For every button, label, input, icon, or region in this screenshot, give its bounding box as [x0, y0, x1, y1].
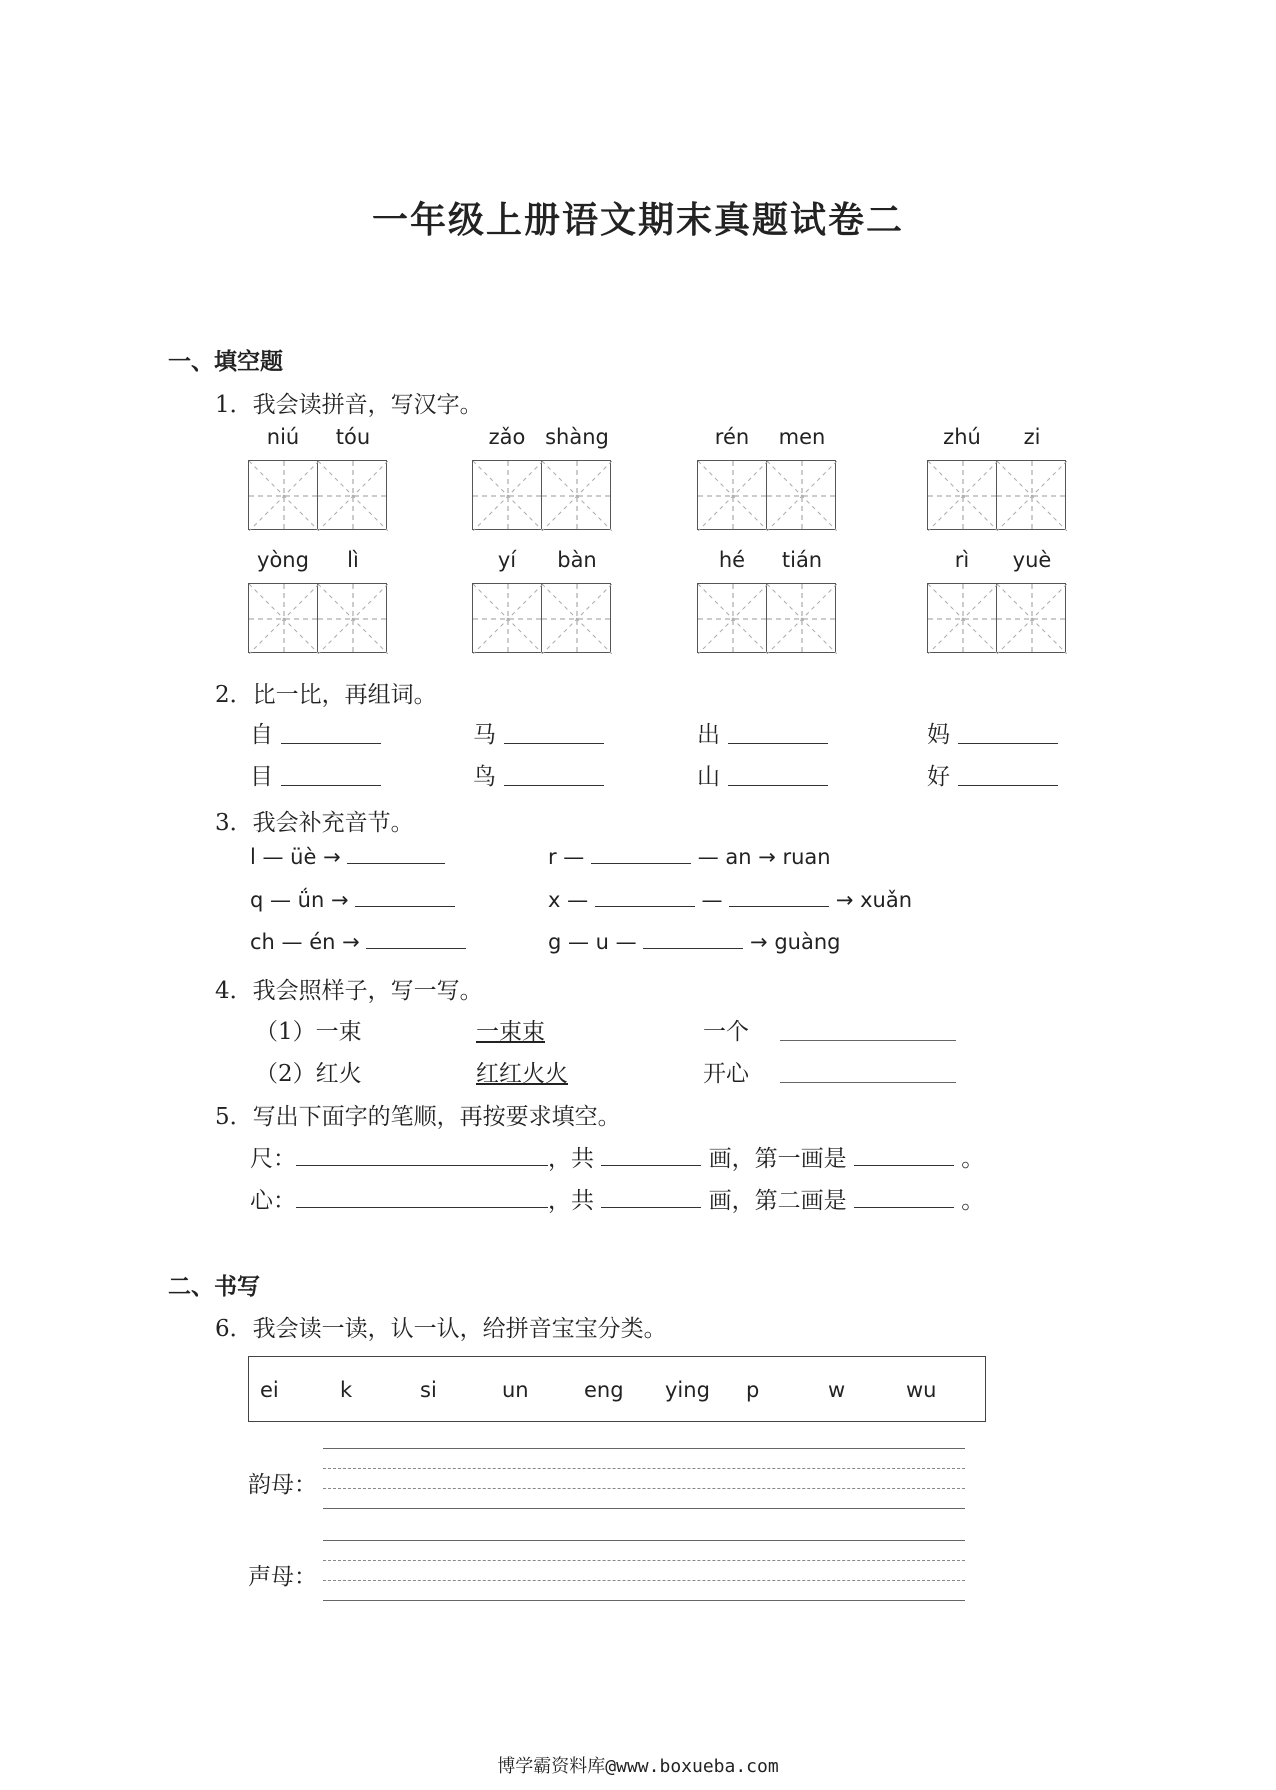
pinyin-syllable: zi	[1023, 425, 1041, 449]
pinyin-item: eng	[584, 1378, 624, 1402]
pinyin-item: wu	[906, 1378, 937, 1402]
tianzige-pair	[697, 460, 836, 530]
answer-blank[interactable]	[643, 947, 743, 949]
question-3-label: 3．我会补充音节。	[215, 810, 414, 836]
answer-line[interactable]	[504, 785, 604, 786]
tianzige-cell[interactable]	[767, 460, 836, 530]
pinyin-syllable: yòng	[257, 548, 309, 572]
tianzige-cell[interactable]	[248, 583, 318, 653]
stroke-row-2	[250, 1182, 984, 1215]
syllable-right-text: x —	[548, 888, 589, 912]
syllable-row-3	[250, 930, 466, 954]
pinyin-item: k	[340, 1378, 353, 1402]
tianzige-pair	[472, 460, 611, 530]
writing-line-dashed[interactable]	[323, 1580, 965, 1581]
question-6-label: 6．我会读一读，认一认，给拼音宝宝分类。	[215, 1316, 667, 1342]
syllable-row-2	[250, 888, 455, 912]
example-answer: 红红火火	[476, 1061, 568, 1087]
pinyin-syllable: shàng	[545, 425, 609, 449]
page-title: 一年级上册语文期末真题试卷二	[371, 200, 904, 241]
syllable-right-text: → guàng	[750, 930, 841, 954]
example-num: （1）一束	[255, 1019, 362, 1045]
pinyin-syllable: rén	[714, 425, 750, 449]
answer-blank[interactable]	[729, 905, 829, 907]
example-answer: 一束束	[476, 1019, 545, 1045]
question-2-label: 2．比一比，再组词。	[215, 682, 437, 708]
stroke-char: 尺：	[250, 1146, 296, 1172]
pinyin-syllable: yí	[497, 548, 517, 572]
tianzige-cell[interactable]	[542, 583, 611, 653]
answer-blank[interactable]	[355, 905, 455, 907]
tianzige-cell[interactable]	[997, 460, 1066, 530]
tianzige-cell[interactable]	[767, 583, 836, 653]
tianzige-pair	[472, 583, 611, 653]
compare-char: 目	[250, 764, 273, 790]
stroke-text: ，共	[548, 1188, 594, 1214]
answer-line[interactable]	[504, 743, 604, 744]
stroke-row-1	[250, 1140, 984, 1173]
pinyin-syllable: zhú	[943, 425, 981, 449]
answer-line[interactable]	[780, 1040, 956, 1041]
compare-char: 自	[250, 722, 273, 748]
stroke-text: 画，第一画是	[708, 1146, 847, 1172]
syllable-left-text: l — üè →	[250, 845, 341, 869]
compare-char: 鸟	[473, 764, 496, 790]
pinyin-syllable: tóu	[335, 425, 371, 449]
syllable-right-text: r —	[548, 845, 585, 869]
tianzige-cell[interactable]	[997, 583, 1066, 653]
writing-line-dashed[interactable]	[323, 1560, 965, 1561]
writing-line-solid[interactable]	[323, 1540, 965, 1541]
pinyin-item: p	[746, 1378, 760, 1402]
syllable-right-text: → xuǎn	[835, 888, 913, 912]
answer-blank[interactable]	[366, 947, 466, 949]
tianzige-cell[interactable]	[248, 460, 318, 530]
answer-line[interactable]	[281, 785, 381, 786]
pinyin-syllable: rì	[954, 548, 970, 572]
tianzige-cell[interactable]	[927, 583, 997, 653]
example-num: （2）红火	[255, 1061, 362, 1087]
tianzige-cell[interactable]	[472, 460, 542, 530]
syllable-right-text: g — u —	[548, 930, 637, 954]
answer-blank[interactable]	[854, 1206, 954, 1208]
compare-char: 山	[697, 764, 720, 790]
example-word: 开心	[703, 1061, 749, 1087]
writing-line-solid[interactable]	[323, 1448, 965, 1449]
tianzige-cell[interactable]	[927, 460, 997, 530]
stroke-char: 心：	[250, 1188, 296, 1214]
tianzige-cell[interactable]	[318, 583, 387, 653]
pinyin-syllable: bàn	[557, 548, 597, 572]
answer-line[interactable]	[958, 785, 1058, 786]
tianzige-cell[interactable]	[697, 583, 767, 653]
pinyin-syllable: zǎo	[488, 425, 526, 449]
stroke-text: 。	[961, 1188, 985, 1214]
section-1-heading: 一、填空题	[168, 349, 283, 375]
tianzige-cell[interactable]	[472, 583, 542, 653]
tianzige-cell[interactable]	[697, 460, 767, 530]
syllable-right-text: —	[701, 888, 723, 912]
syllable-left-text: ch — én →	[250, 930, 360, 954]
pinyin-syllable: niú	[266, 425, 300, 449]
pinyin-item: ei	[260, 1378, 279, 1402]
answer-blank[interactable]	[296, 1164, 548, 1166]
syllable-left-text: q — ǘn →	[250, 888, 349, 912]
pinyin-syllable: men	[778, 425, 826, 449]
answer-blank[interactable]	[601, 1164, 701, 1166]
writing-line-dashed[interactable]	[323, 1468, 965, 1469]
answer-line[interactable]	[728, 785, 828, 786]
compare-char: 好	[927, 764, 950, 790]
pinyin-syllable: hé	[718, 548, 746, 572]
section-2-heading: 二、书写	[168, 1274, 260, 1300]
pinyin-item: si	[420, 1378, 437, 1402]
yunmu-label: 韵母：	[248, 1472, 317, 1498]
stroke-text: 。	[961, 1146, 985, 1172]
pinyin-syllable: yuè	[1012, 548, 1052, 572]
answer-line[interactable]	[780, 1082, 956, 1083]
tianzige-cell[interactable]	[318, 460, 387, 530]
compare-char: 妈	[927, 722, 950, 748]
writing-line-solid[interactable]	[323, 1508, 965, 1509]
pinyin-item: w	[828, 1378, 846, 1402]
syllable-row-2-right	[548, 888, 912, 912]
question-4-label: 4．我会照样子，写一写。	[215, 978, 483, 1004]
syllable-row-1	[250, 845, 445, 869]
tianzige-cell[interactable]	[542, 460, 611, 530]
tianzige-pair	[248, 460, 387, 530]
answer-blank[interactable]	[595, 905, 695, 907]
pinyin-syllable: tián	[781, 548, 823, 572]
tianzige-pair	[927, 460, 1066, 530]
compare-char: 出	[697, 722, 720, 748]
stroke-text: 画，第二画是	[708, 1188, 847, 1214]
writing-line-dashed[interactable]	[323, 1488, 965, 1489]
shengmu-label: 声母：	[248, 1564, 317, 1590]
answer-blank[interactable]	[854, 1164, 954, 1166]
compare-char: 马	[473, 722, 496, 748]
syllable-right-text: — an → ruan	[697, 845, 831, 869]
pinyin-syllable: lì	[347, 548, 359, 572]
answer-line[interactable]	[728, 743, 828, 744]
question-1-label: 1．我会读拼音，写汉字。	[215, 392, 483, 418]
answer-blank[interactable]	[347, 862, 445, 864]
syllable-row-3-right	[548, 930, 840, 954]
tianzige-pair	[927, 583, 1066, 653]
answer-blank[interactable]	[591, 862, 691, 864]
question-5-label: 5．写出下面字的笔顺，再按要求填空。	[215, 1104, 621, 1130]
answer-line[interactable]	[958, 743, 1058, 744]
answer-blank[interactable]	[601, 1206, 701, 1208]
tianzige-pair	[697, 583, 836, 653]
pinyin-item: un	[502, 1378, 529, 1402]
example-word: 一个	[703, 1019, 749, 1045]
writing-line-solid[interactable]	[323, 1600, 965, 1601]
syllable-row-1-right	[548, 845, 831, 869]
answer-blank[interactable]	[296, 1206, 548, 1208]
pinyin-item: ying	[665, 1378, 710, 1402]
stroke-text: ，共	[548, 1146, 594, 1172]
footer-watermark: 博学霸资料库@www.boxueba.com	[497, 1756, 779, 1777]
answer-line[interactable]	[281, 743, 381, 744]
tianzige-pair	[248, 583, 387, 653]
